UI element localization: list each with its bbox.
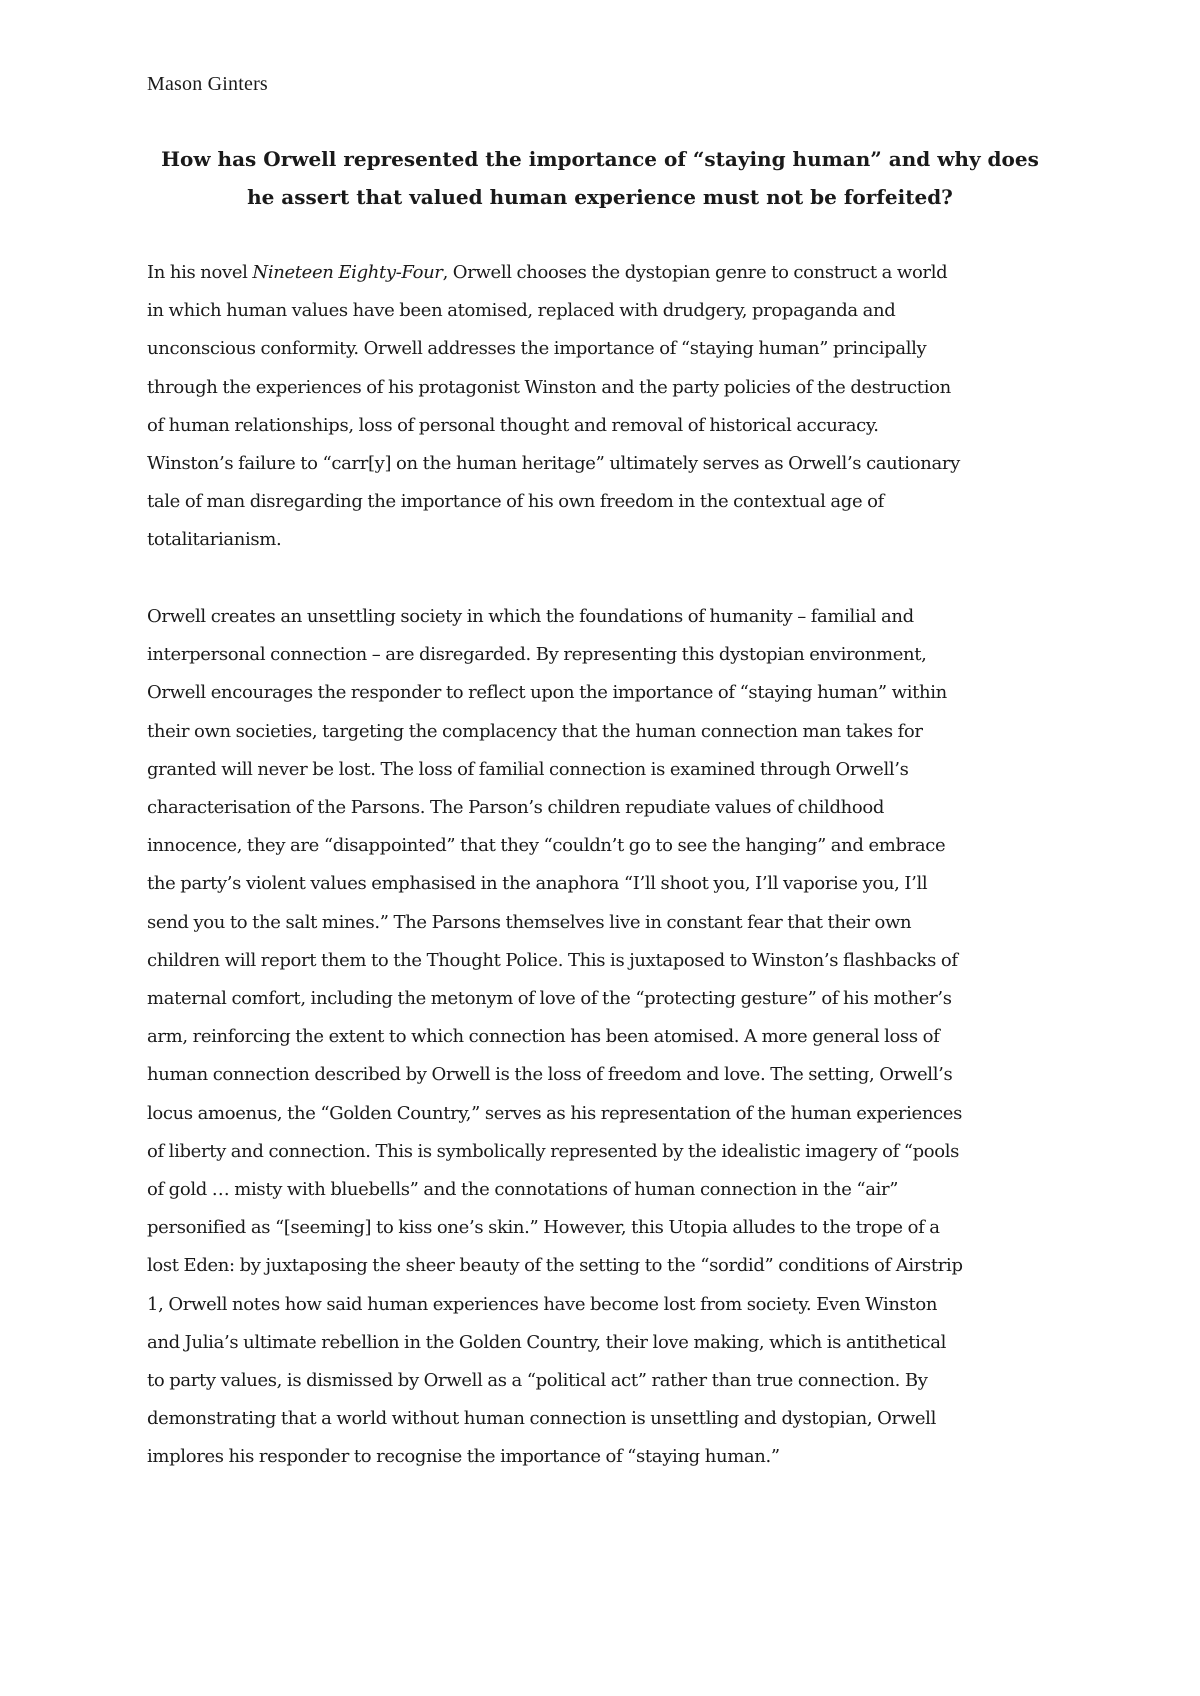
title-line: How has Orwell represented the importance of “staying human” and why does (161, 147, 1039, 171)
paragraph-line: locus amoenus, the “Golden Country,” serves as his representation of the human experiences (147, 1102, 962, 1124)
text-run: , Orwell chooses the dystopian genre to construct a world (442, 262, 948, 283)
paragraph-line (147, 254, 1077, 292)
paragraph-line: Orwell creates an unsettling society in which the foundations of humanity – familial and (147, 606, 914, 627)
author-name: Mason Ginters (147, 73, 268, 95)
paragraph-line: characterisation of the Parsons. The Parson’s children repudiate values of childhood (147, 797, 884, 819)
essay-title (140, 140, 1060, 216)
paragraph-line: innocence, they are “disappointed” that they “couldn’t go to see the hanging” and embrace (147, 835, 946, 857)
paragraph-line: interpersonal connection – are disregarded. By representing this dystopian environment, (147, 644, 927, 666)
paragraph-line: lost Eden: by juxtaposing the sheer beauty of the setting to the “sordid” conditions of Airstrip (147, 1255, 963, 1277)
paragraph-line: granted will never be lost. The loss of familial connection is examined through Orwell’s (147, 758, 909, 780)
paragraph-line: personified as “[seeming] to kiss one’s skin.” However, this Utopia alludes to the trope of a (147, 1217, 940, 1239)
paragraph-line: and Julia’s ultimate rebellion in the Golden Country, their love making, which is antithetical (147, 1331, 947, 1353)
paragraph-line: their own societies, targeting the complacency that the human connection man takes for (147, 720, 923, 742)
paragraph-line: children will report them to the Thought Police. This is juxtaposed to Winston’s flashbacks of (147, 949, 958, 971)
paragraph-line: human connection described by Orwell is the loss of freedom and love. The setting, Orwell’s (147, 1064, 953, 1086)
paragraph-line: demonstrating that a world without human connection is unsettling and dystopian, Orwell (147, 1408, 936, 1430)
paragraph-line: totalitarianism. (147, 529, 282, 551)
paragraph-line: the party’s violent values emphasised in the anaphora “I’ll shoot you, I’ll vaporise you, I’ll (147, 873, 928, 895)
novel-title: Nineteen Eighty-Four (252, 262, 443, 283)
paragraph-introduction (147, 254, 1077, 560)
paragraph-line: through the experiences of his protagonist Winston and the party policies of the destruction (147, 376, 951, 398)
paragraph-line: of human relationships, loss of personal thought and removal of historical accuracy. (147, 414, 879, 436)
paragraph-line: in which human values have been atomised, replaced with drudgery, propaganda and (147, 300, 896, 322)
paragraph-line: of liberty and connection. This is symbolically represented by the idealistic imagery of “pools (147, 1140, 960, 1162)
paragraph-line: 1, Orwell notes how said human experiences have become lost from society. Even Winston (147, 1293, 938, 1315)
paragraph-body (147, 598, 1077, 1477)
text-run: In his novel (147, 262, 253, 283)
title-line: he assert that valued human experience must not be forfeited? (247, 185, 953, 209)
paragraph-line: send you to the salt mines.” The Parsons themselves live in constant fear that their own (147, 911, 912, 933)
paragraph-line: to party values, is dismissed by Orwell as a “political act” rather than true connection. By (147, 1370, 928, 1392)
paragraph-line: unconscious conformity. Orwell addresses the importance of “staying human” principally (147, 338, 927, 360)
paragraph-line: arm, reinforcing the extent to which connection has been atomised. A more general loss of (147, 1026, 940, 1048)
paragraph-line: implores his responder to recognise the importance of “staying human.” (147, 1446, 780, 1468)
paragraph-line: of gold … misty with bluebells” and the connotations of human connection in the “air” (147, 1179, 899, 1201)
paragraph-line: Orwell encourages the responder to reflect upon the importance of “staying human” within (147, 682, 947, 704)
paragraph-line: tale of man disregarding the importance of his own freedom in the contextual age of (147, 491, 884, 513)
paragraph-line: Winston’s failure to “carr[y] on the human heritage” ultimately serves as Orwell’s cautionary (147, 453, 960, 475)
paragraph-line: maternal comfort, including the metonym of love of the “protecting gesture” of his mother’s (147, 988, 952, 1010)
